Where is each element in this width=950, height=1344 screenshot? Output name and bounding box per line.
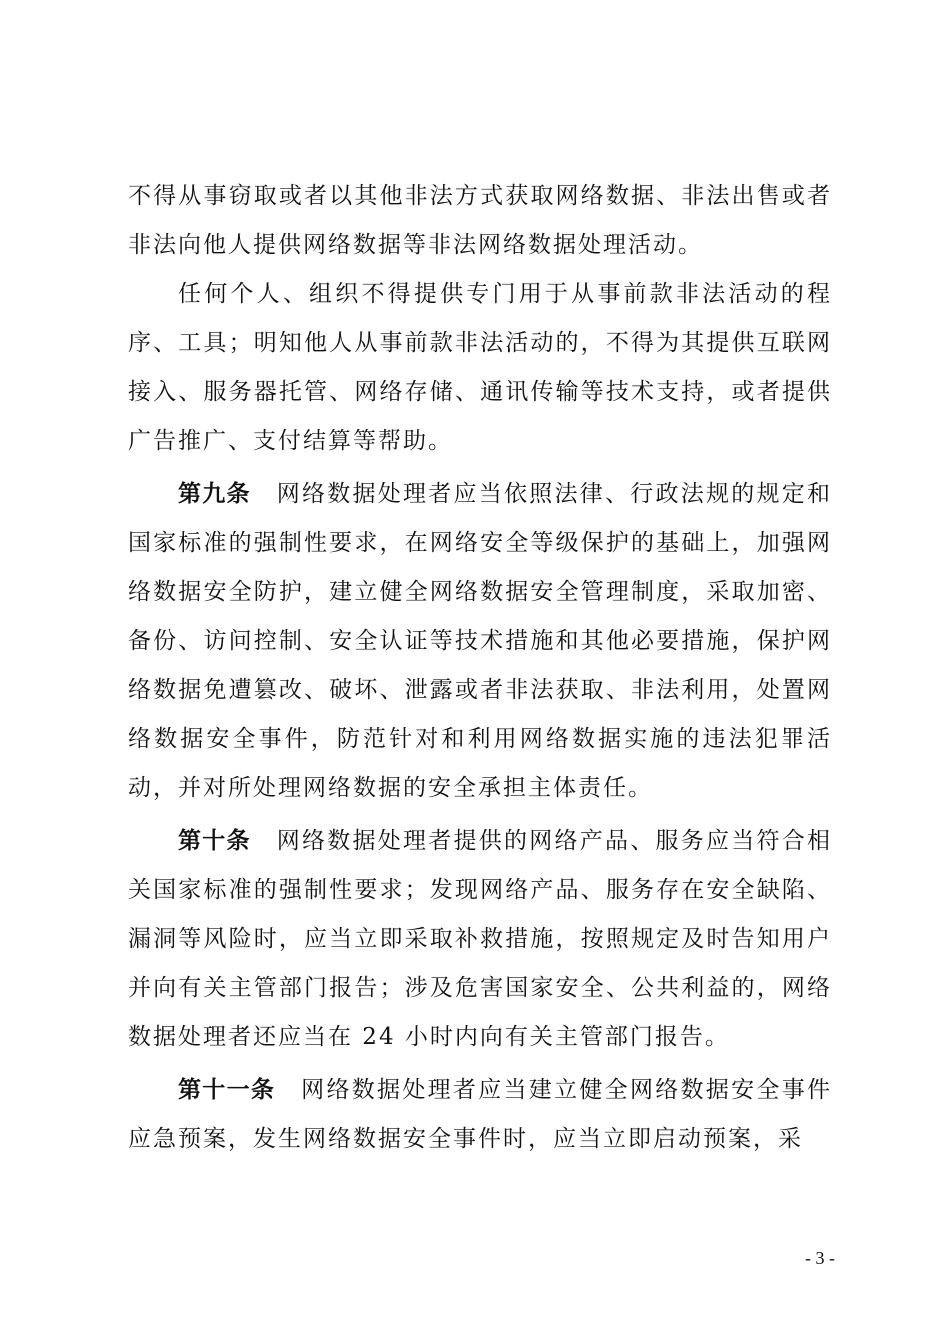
paragraph-continuation (128, 172, 832, 270)
article-11-title: 第十一条 (178, 1077, 276, 1103)
document-body (128, 172, 832, 1164)
article-9 (128, 470, 832, 813)
article-11 (128, 1066, 832, 1164)
paragraph-prohibition-tools (128, 270, 832, 466)
article-11-text: 网络数据处理者应当建立健全网络数据安全事件应急预案，发生网络数据安全事件时，应当立即启动预案，采 (128, 1077, 833, 1152)
paragraph-text: 任何个人、组织不得提供专门用于从事前款非法活动的程序、工具；明知他人从事前款非法活动的，不得为其提供互联网接入、服务器托管、网络存储、通讯传输等技术支持，或者提供广告推广、支付结算等帮助。 (128, 281, 832, 454)
page-number: - 3 - (805, 1248, 835, 1268)
paragraph-text: 不得从事窃取或者以其他非法方式获取网络数据、非法出售或者非法向他人提供网络数据等非法网络数据处理活动。 (128, 183, 832, 258)
article-10-title: 第十条 (178, 828, 251, 854)
article-10 (128, 817, 832, 1062)
article-10-text: 网络数据处理者提供的网络产品、服务应当符合相关国家标准的强制性要求；发现网络产品、服务存在安全缺陷、漏洞等风险时，应当立即采取补救措施，按照规定及时告知用户并向有关主管部门报告；涉及危害国家安全、公共利益的，网络数据处理者还应当在 24 小时内向有关主管部门报告。 (128, 828, 832, 1050)
article-9-text: 网络数据处理者应当依照法律、行政法规的规定和国家标准的强制性要求，在网络安全等级保护的基础上，加强网络数据安全防护，建立健全网络数据安全管理制度，采取加密、备份、访问控制、安全认证等技术措施和其他必要措施，保护网络数据免遭篡改、破坏、泄露或者非法获取、非法利用，处置网络数据安全事件，防范针对和利用网络数据实施的违法犯罪活动，并对所处理网络数据的安全承担主体责任。 (128, 481, 832, 801)
article-9-title: 第九条 (178, 481, 251, 507)
